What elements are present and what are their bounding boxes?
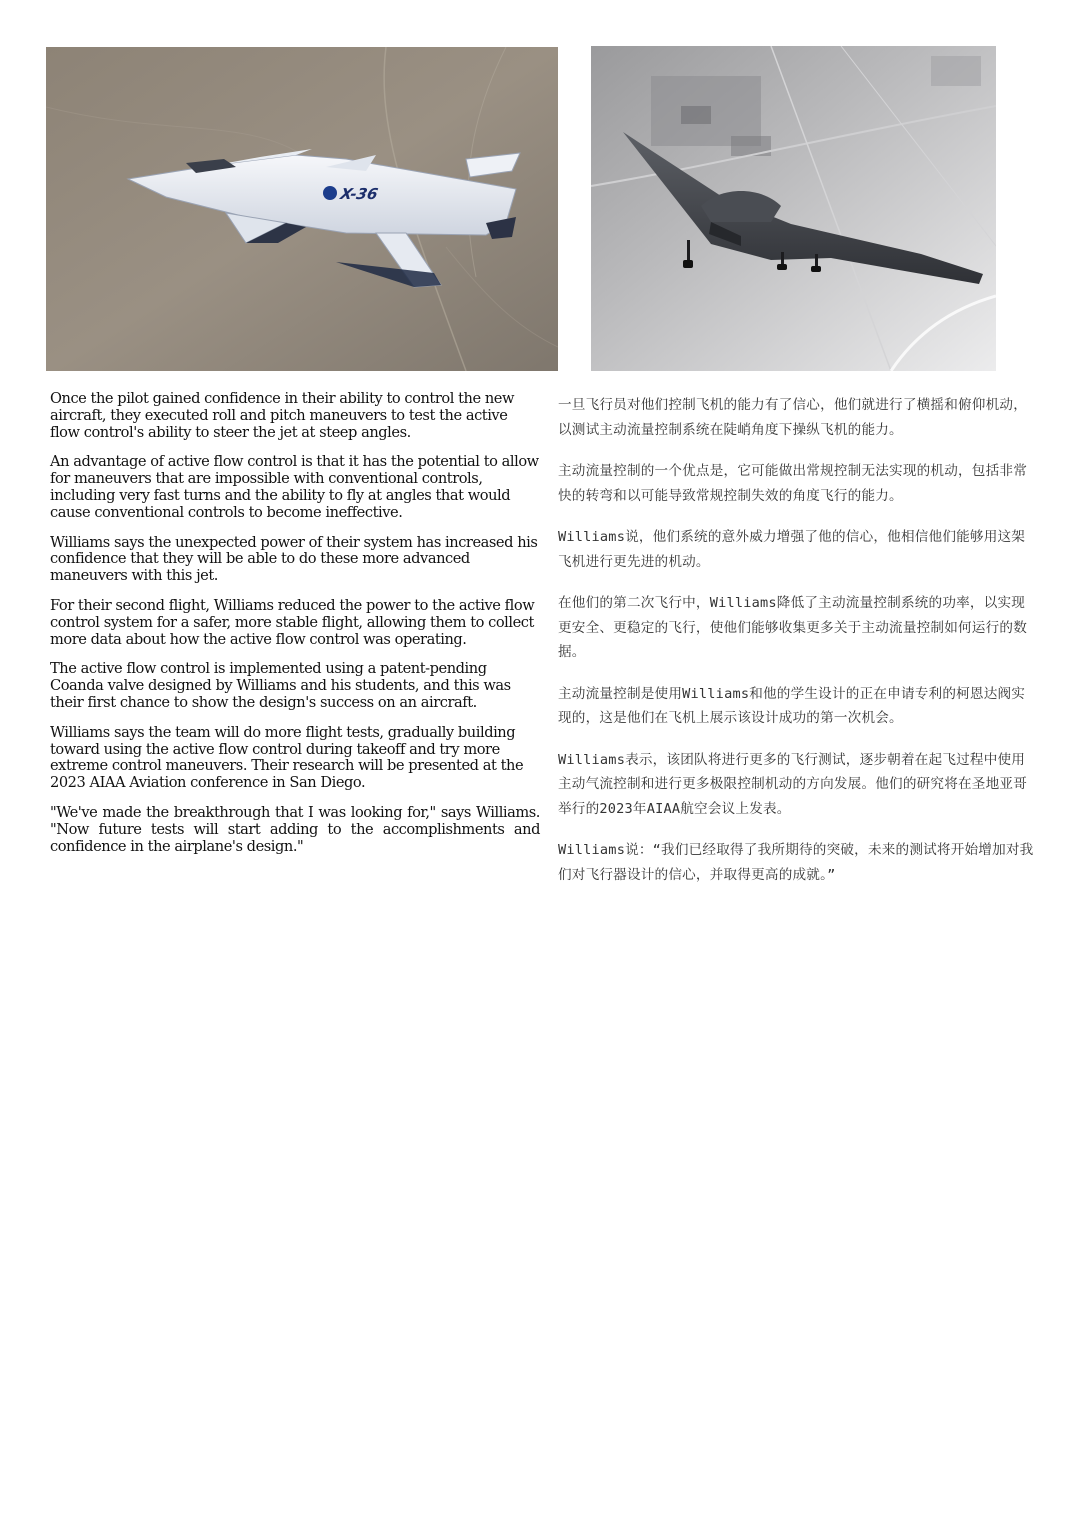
- chinese-text-column: [558, 393, 1034, 904]
- chinese-paragraph: Williams表示，该团队将进行更多的飞行测试，逐步朝着在起飞过程中使用主动气流控制和进行更多极限控制机动的方向发展。他们的研究将在圣地亚哥举行的2023年AIAA航空会议上发表。: [558, 751, 1027, 817]
- english-paragraph: Williams says the unexpected power of their system has increased his confidence that they will be able to do these more advanced maneuvers with this jet.: [50, 533, 538, 585]
- chinese-quote-paragraph: Williams说：“我们已经取得了我所期待的突破，未来的测试将开始增加对我们对飞行器设计的信心，并取得更高的成就。”: [558, 842, 1034, 883]
- english-paragraph: An advantage of active flow control is that it has the potential to allow for maneuvers that are impossible with conventional controls, including very fast turns and the ability to fly at angles that would cause conventional controls to become ineffective.: [50, 453, 539, 521]
- english-paragraph: Once the pilot gained confidence in their ability to control the new aircraft, they executed roll and pitch maneuvers to test the active flow control's ability to steer the jet at steep angles.: [50, 390, 515, 441]
- flying-wing-aircraft-photo: [591, 46, 996, 371]
- english-text-column: [50, 391, 540, 868]
- english-paragraph: For their second flight, Williams reduced the power to the active flow control system for a safer, more stable flight, allowing them to collect more data about how the active flow control was operating.: [50, 596, 535, 648]
- english-paragraph: Williams says the team will do more flight tests, gradually building toward using the active flow control during takeoff and try more extreme control maneuvers. Their research will be presented at the 2023 AIAA Aviation conference in San Diego.: [50, 723, 524, 792]
- chinese-paragraph: Williams说，他们系统的意外威力增强了他的信心，他相信他们能够用这架飞机进行更先进的机动。: [558, 529, 1026, 570]
- x36-aircraft-photo: [46, 47, 558, 371]
- english-quote-paragraph: "We've made the breakthrough that I was looking for," says Williams. "Now future tests will start adding to the accomplishments and confidence in the airplane's design.": [50, 803, 540, 855]
- chinese-paragraph: 在他们的第二次飞行中，Williams降低了主动流量控制系统的功率，以实现更安全、更稳定的飞行，使他们能够收集更多关于主动流量控制如何运行的数据。: [558, 595, 1027, 660]
- chinese-paragraph: 主动流量控制的一个优点是，它可能做出常规控制无法实现的机动，包括非常快的转弯和以可能导致常规控制失效的角度飞行的能力。: [558, 463, 1027, 504]
- svg-text:X-36: X-36: [338, 185, 380, 203]
- chinese-paragraph: 主动流量控制是使用Williams和他的学生设计的正在申请专利的柯恩达阀实现的，这是他们在飞机上展示该设计成功的第一次机会。: [558, 685, 1026, 726]
- chinese-paragraph: 一旦飞行员对他们控制飞机的能力有了信心，他们就进行了横摇和俯仰机动，以测试主动流量控制系统在陡峭角度下操纵飞机的能力。: [558, 397, 1027, 438]
- english-paragraph: The active flow control is implemented using a patent-pending Coanda valve designed by Williams and his students, and this was their first chance to show the design's success on an aircraft.: [50, 660, 511, 711]
